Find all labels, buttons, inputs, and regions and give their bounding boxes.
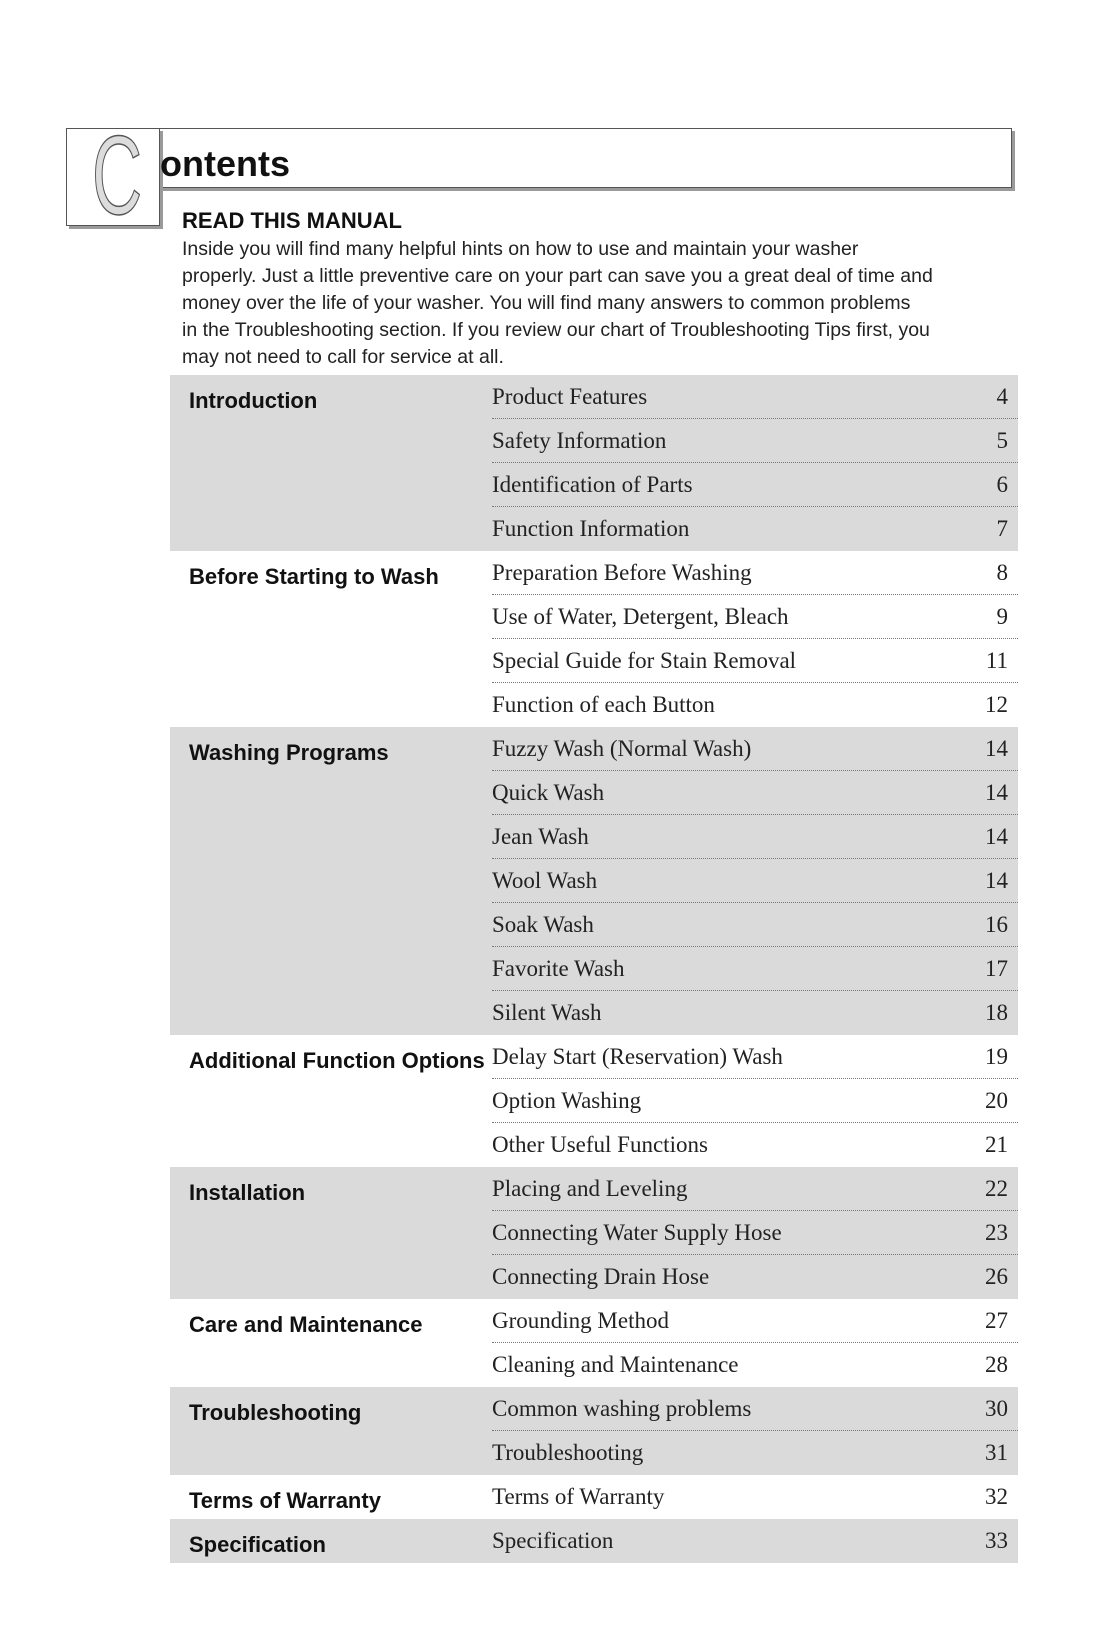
toc-section-name: Additional Function Options bbox=[189, 1048, 485, 1073]
toc-entry[interactable] bbox=[492, 1255, 1018, 1299]
toc-entry[interactable] bbox=[492, 903, 1018, 947]
toc-entry-page: 32 bbox=[985, 1484, 1008, 1509]
toc-entry[interactable] bbox=[492, 1211, 1018, 1255]
toc-entry-title: Other Useful Functions bbox=[492, 1132, 708, 1157]
toc-section-name: Introduction bbox=[189, 388, 318, 413]
toc-entry[interactable] bbox=[492, 1343, 1018, 1387]
toc-entries bbox=[492, 375, 1018, 551]
toc-entry[interactable] bbox=[492, 1431, 1018, 1475]
toc-section bbox=[170, 727, 1018, 1035]
toc-entry-page: 9 bbox=[996, 603, 1008, 629]
toc-entry-title: Terms of Warranty bbox=[492, 1484, 665, 1509]
toc-entry[interactable] bbox=[492, 727, 1018, 771]
toc-entry-title: Favorite Wash bbox=[492, 955, 625, 981]
toc-entry[interactable] bbox=[492, 991, 1018, 1035]
toc-section bbox=[170, 1519, 1018, 1563]
toc-entry-title: Quick Wash bbox=[492, 779, 605, 805]
intro-line: money over the life of your washer. You will find many answers to common problems bbox=[182, 292, 911, 314]
toc-section-name: Washing Programs bbox=[189, 740, 389, 765]
toc-entry[interactable] bbox=[492, 1299, 1018, 1343]
toc-entry-page: 16 bbox=[985, 911, 1008, 937]
toc-section bbox=[170, 1475, 1018, 1519]
toc-section-name: Before Starting to Wash bbox=[189, 564, 439, 589]
toc-entry-title: Option Washing bbox=[492, 1087, 642, 1113]
toc-entry-page: 17 bbox=[985, 955, 1008, 981]
toc-entry[interactable] bbox=[492, 771, 1018, 815]
toc-entry-title: Grounding Method bbox=[492, 1307, 669, 1333]
toc-entry-page: 18 bbox=[985, 1000, 1008, 1025]
toc-entries bbox=[492, 551, 1018, 727]
toc-entry-title: Identification of Parts bbox=[492, 471, 693, 497]
toc-entry[interactable] bbox=[492, 815, 1018, 859]
intro-line: in the Troubleshooting section. If you review our chart of Troubleshooting Tips first, you bbox=[182, 319, 930, 341]
toc-entry[interactable] bbox=[492, 639, 1018, 683]
toc-entries bbox=[492, 1299, 1018, 1387]
toc-entry-page: 19 bbox=[985, 1043, 1008, 1069]
toc-entry[interactable] bbox=[492, 375, 1018, 419]
toc-entry-title: Soak Wash bbox=[492, 911, 594, 937]
toc-entry-page: 7 bbox=[996, 516, 1008, 541]
toc-entry-title: Product Features bbox=[492, 383, 648, 409]
intro-body bbox=[182, 236, 1012, 371]
toc-entry-title: Wool Wash bbox=[492, 867, 598, 893]
toc-entry[interactable] bbox=[492, 1167, 1018, 1211]
toc-entry-page: 14 bbox=[985, 779, 1008, 805]
toc-entries bbox=[492, 1035, 1018, 1167]
toc-entry-page: 14 bbox=[985, 867, 1008, 893]
toc-entry-page: 23 bbox=[985, 1219, 1008, 1245]
toc-entry-title: Function of each Button bbox=[492, 692, 715, 717]
toc-entry-page: 27 bbox=[985, 1307, 1008, 1333]
toc-entry[interactable] bbox=[492, 859, 1018, 903]
toc-entry-page: 21 bbox=[985, 1132, 1008, 1157]
intro-line: may not need to call for service at all. bbox=[182, 346, 504, 368]
toc-entry[interactable] bbox=[492, 419, 1018, 463]
toc-section bbox=[170, 1299, 1018, 1387]
toc-entry-page: 20 bbox=[985, 1087, 1008, 1113]
toc-entry[interactable] bbox=[492, 1079, 1018, 1123]
toc-section bbox=[170, 1387, 1018, 1475]
toc-entries bbox=[492, 727, 1018, 1035]
toc-entry-page: 26 bbox=[985, 1264, 1008, 1289]
toc-entry-title: Silent Wash bbox=[492, 1000, 602, 1025]
toc-entry-title: Troubleshooting bbox=[492, 1440, 644, 1465]
toc-entry-page: 12 bbox=[985, 692, 1008, 717]
toc-entry[interactable] bbox=[492, 1123, 1018, 1167]
toc-section bbox=[170, 1035, 1018, 1167]
toc-entry[interactable] bbox=[492, 1519, 1018, 1563]
toc-entry-title: Placing and Leveling bbox=[492, 1175, 688, 1201]
toc-entry-page: 33 bbox=[985, 1528, 1008, 1553]
toc-entry-page: 8 bbox=[996, 559, 1008, 585]
toc-entries bbox=[492, 1387, 1018, 1475]
toc-entry[interactable] bbox=[492, 1035, 1018, 1079]
toc-entry-title: Special Guide for Stain Removal bbox=[492, 647, 797, 673]
toc-entry-page: 11 bbox=[985, 647, 1008, 673]
toc-entry-title: Function Information bbox=[492, 516, 690, 541]
toc-entry-page: 22 bbox=[985, 1175, 1008, 1201]
table-of-contents bbox=[170, 375, 1018, 1563]
intro-line: properly. Just a little preventive care on your part can save you a great deal of time and bbox=[182, 265, 933, 287]
toc-entry[interactable] bbox=[492, 1475, 1018, 1519]
toc-entry-page: 5 bbox=[996, 427, 1008, 453]
toc-entry-title: Delay Start (Reservation) Wash bbox=[492, 1043, 783, 1069]
toc-entry[interactable] bbox=[492, 463, 1018, 507]
toc-entry-page: 6 bbox=[996, 471, 1008, 497]
toc-entry-page: 4 bbox=[996, 383, 1008, 409]
toc-entry-page: 14 bbox=[985, 735, 1008, 761]
toc-entry[interactable] bbox=[492, 1387, 1018, 1431]
toc-entry-title: Connecting Water Supply Hose bbox=[492, 1219, 782, 1245]
toc-section-name: Care and Maintenance bbox=[189, 1312, 423, 1337]
toc-entry-page: 28 bbox=[985, 1352, 1008, 1377]
toc-entry[interactable] bbox=[492, 507, 1018, 551]
toc-entry-title: Connecting Drain Hose bbox=[492, 1264, 710, 1289]
toc-section bbox=[170, 551, 1018, 727]
toc-entry[interactable] bbox=[492, 551, 1018, 595]
intro-heading: READ THIS MANUAL bbox=[182, 208, 402, 233]
toc-entry-title: Preparation Before Washing bbox=[492, 559, 752, 585]
toc-entry[interactable] bbox=[492, 595, 1018, 639]
title-initial: C bbox=[92, 113, 143, 238]
toc-entries bbox=[492, 1167, 1018, 1299]
toc-entry[interactable] bbox=[492, 947, 1018, 991]
toc-section-name: Installation bbox=[189, 1180, 306, 1205]
toc-section bbox=[170, 375, 1018, 551]
page-title: ontents bbox=[160, 143, 290, 184]
toc-entry-page: 30 bbox=[985, 1395, 1008, 1421]
toc-section bbox=[170, 1167, 1018, 1299]
toc-entry-page: 31 bbox=[985, 1440, 1008, 1465]
toc-entry-title: Specification bbox=[492, 1528, 614, 1553]
toc-section-name: Terms of Warranty bbox=[189, 1488, 381, 1513]
toc-section-name: Specification bbox=[189, 1532, 326, 1557]
toc-entries bbox=[492, 1475, 1018, 1519]
toc-entry-page: 14 bbox=[985, 823, 1008, 849]
toc-entry-title: Common washing problems bbox=[492, 1395, 752, 1421]
toc-section-name: Troubleshooting bbox=[189, 1400, 362, 1425]
toc-entry-title: Use of Water, Detergent, Bleach bbox=[492, 603, 789, 629]
toc-entries bbox=[492, 1519, 1018, 1563]
toc-entry-title: Safety Information bbox=[492, 427, 667, 453]
toc-entry-title: Fuzzy Wash (Normal Wash) bbox=[492, 735, 752, 761]
toc-entry-title: Jean Wash bbox=[492, 823, 589, 849]
intro-line: Inside you will find many helpful hints on how to use and maintain your washer bbox=[182, 238, 859, 260]
toc-entry[interactable] bbox=[492, 683, 1018, 727]
toc-entry-title: Cleaning and Maintenance bbox=[492, 1352, 739, 1377]
